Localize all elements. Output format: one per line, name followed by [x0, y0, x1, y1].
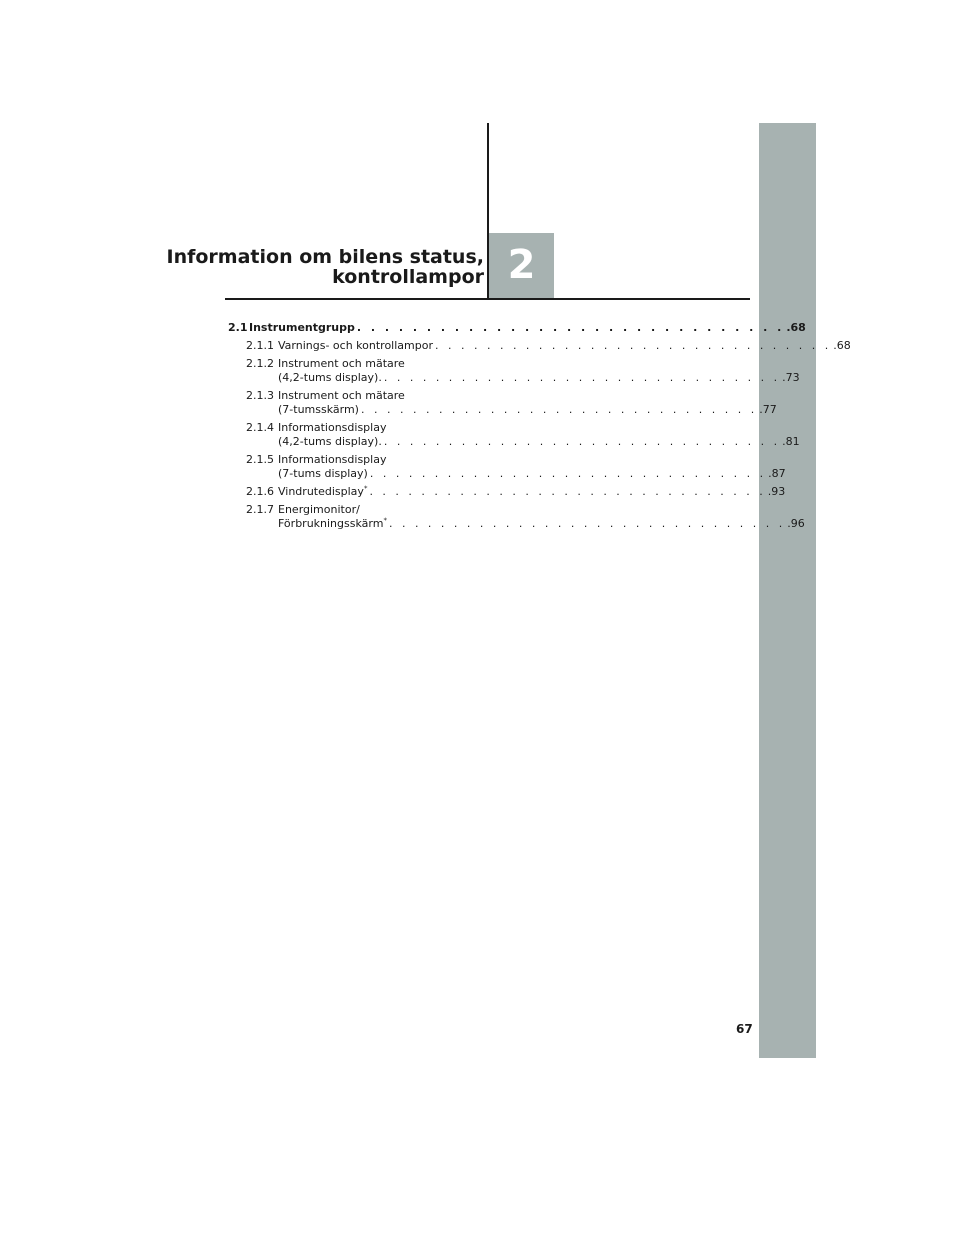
toc-entry-number: 2.1.7 [246, 503, 274, 516]
toc-entry[interactable] [228, 389, 777, 417]
toc-entry-number: 2.1.3 [246, 389, 274, 402]
side-thumb-tab [759, 123, 816, 1058]
toc-leader-dots: . . . . . . . . . . . . . . . . . . . . . . . . . . . . . . . [369, 467, 767, 480]
toc-entry-number: 2.1.1 [246, 339, 274, 352]
toc-leader-dots: . . . . . . . . . . . . . . . . . . . . . . . . . . . . . . . [369, 485, 766, 498]
toc-entry-title [278, 339, 433, 353]
toc-entry-page: .87 [768, 467, 786, 480]
toc-entry[interactable] [228, 484, 786, 499]
toc-entry-title [278, 467, 368, 481]
chapter-number-box: 2 [489, 233, 554, 298]
toc-main-title: Instrumentgrupp [249, 321, 355, 334]
toc-entry-title-line1: Instrument och mätare [278, 389, 405, 402]
toc-leader-dots: . . . . . . . . . . . . . . . . . . . . . . . . . . . . . . . [388, 517, 786, 530]
toc-entry-page: .77 [759, 403, 777, 416]
toc-leader-dots: . . . . . . . . . . . . . . . . . . . . . . . . . . . . . . . [383, 435, 781, 448]
toc-footnote-mark: * [363, 484, 368, 493]
toc-entry-page: .96 [787, 517, 805, 530]
toc-entry-title-line1: Informationsdisplay [278, 453, 387, 466]
toc-entry[interactable] [228, 453, 786, 481]
toc-entry-title [278, 485, 367, 499]
toc-entry-title-text: (7-tums display) [278, 467, 368, 480]
toc-main-number: 2.1 [228, 321, 248, 334]
toc-entry-page: .93 [767, 485, 786, 498]
chapter-title [167, 247, 484, 287]
toc-main-page: .68 [786, 321, 806, 334]
toc-entry[interactable] [228, 357, 800, 385]
chapter-title-line2: kontrollampor [332, 266, 484, 288]
toc-entry-title-text: Varnings- och kontrollampor [278, 339, 433, 352]
toc-entry-title-text: Vindrutedisplay [278, 485, 364, 498]
table-of-contents [228, 321, 851, 535]
toc-entry-title [278, 403, 359, 417]
toc-entry-title-text: (4,2-tums display). [278, 371, 382, 384]
toc-entry-title-line1: Energimonitor/ [278, 503, 360, 516]
toc-entry-number: 2.1.2 [246, 357, 274, 370]
toc-footnote-mark: * [383, 516, 387, 525]
toc-leader-dots: . . . . . . . . . . . . . . . . . . . . . . . . . . . . . . . [356, 321, 785, 334]
toc-entry-title [278, 435, 382, 449]
toc-entry-number: 2.1.5 [246, 453, 274, 466]
toc-entry-number: 2.1.6 [246, 485, 274, 498]
toc-entry-page: .68 [833, 339, 851, 352]
toc-entry-title-line1: Instrument och mätare [278, 357, 405, 370]
toc-entry[interactable] [228, 503, 805, 531]
toc-leader-dots: . . . . . . . . . . . . . . . . . . . . . . . . . . . . . . . [383, 371, 781, 384]
toc-leader-dots: . . . . . . . . . . . . . . . . . . . . . . . . . . . . . . . [434, 339, 832, 352]
toc-entry-number: 2.1.4 [246, 421, 274, 434]
toc-entry-title-text: (7-tumsskärm) [278, 403, 359, 416]
toc-leader-dots: . . . . . . . . . . . . . . . . . . . . . . . . . . . . . . . [360, 403, 758, 416]
toc-entry-page: .81 [782, 435, 800, 448]
toc-entry[interactable] [228, 421, 800, 449]
toc-main-entry[interactable] [228, 321, 806, 335]
page-number: 67 [736, 1022, 753, 1036]
toc-entry[interactable] [228, 339, 851, 353]
horizontal-rule [225, 298, 750, 300]
toc-entry-title-text: Förbrukningsskärm [278, 517, 384, 530]
toc-entry-title [278, 371, 382, 385]
toc-entry-page: .73 [782, 371, 800, 384]
chapter-title-line1: Information om bilens status, [166, 246, 484, 268]
toc-entry-title [278, 517, 387, 531]
toc-entry-title-text: (4,2-tums display). [278, 435, 382, 448]
toc-entry-title-line1: Informationsdisplay [278, 421, 387, 434]
